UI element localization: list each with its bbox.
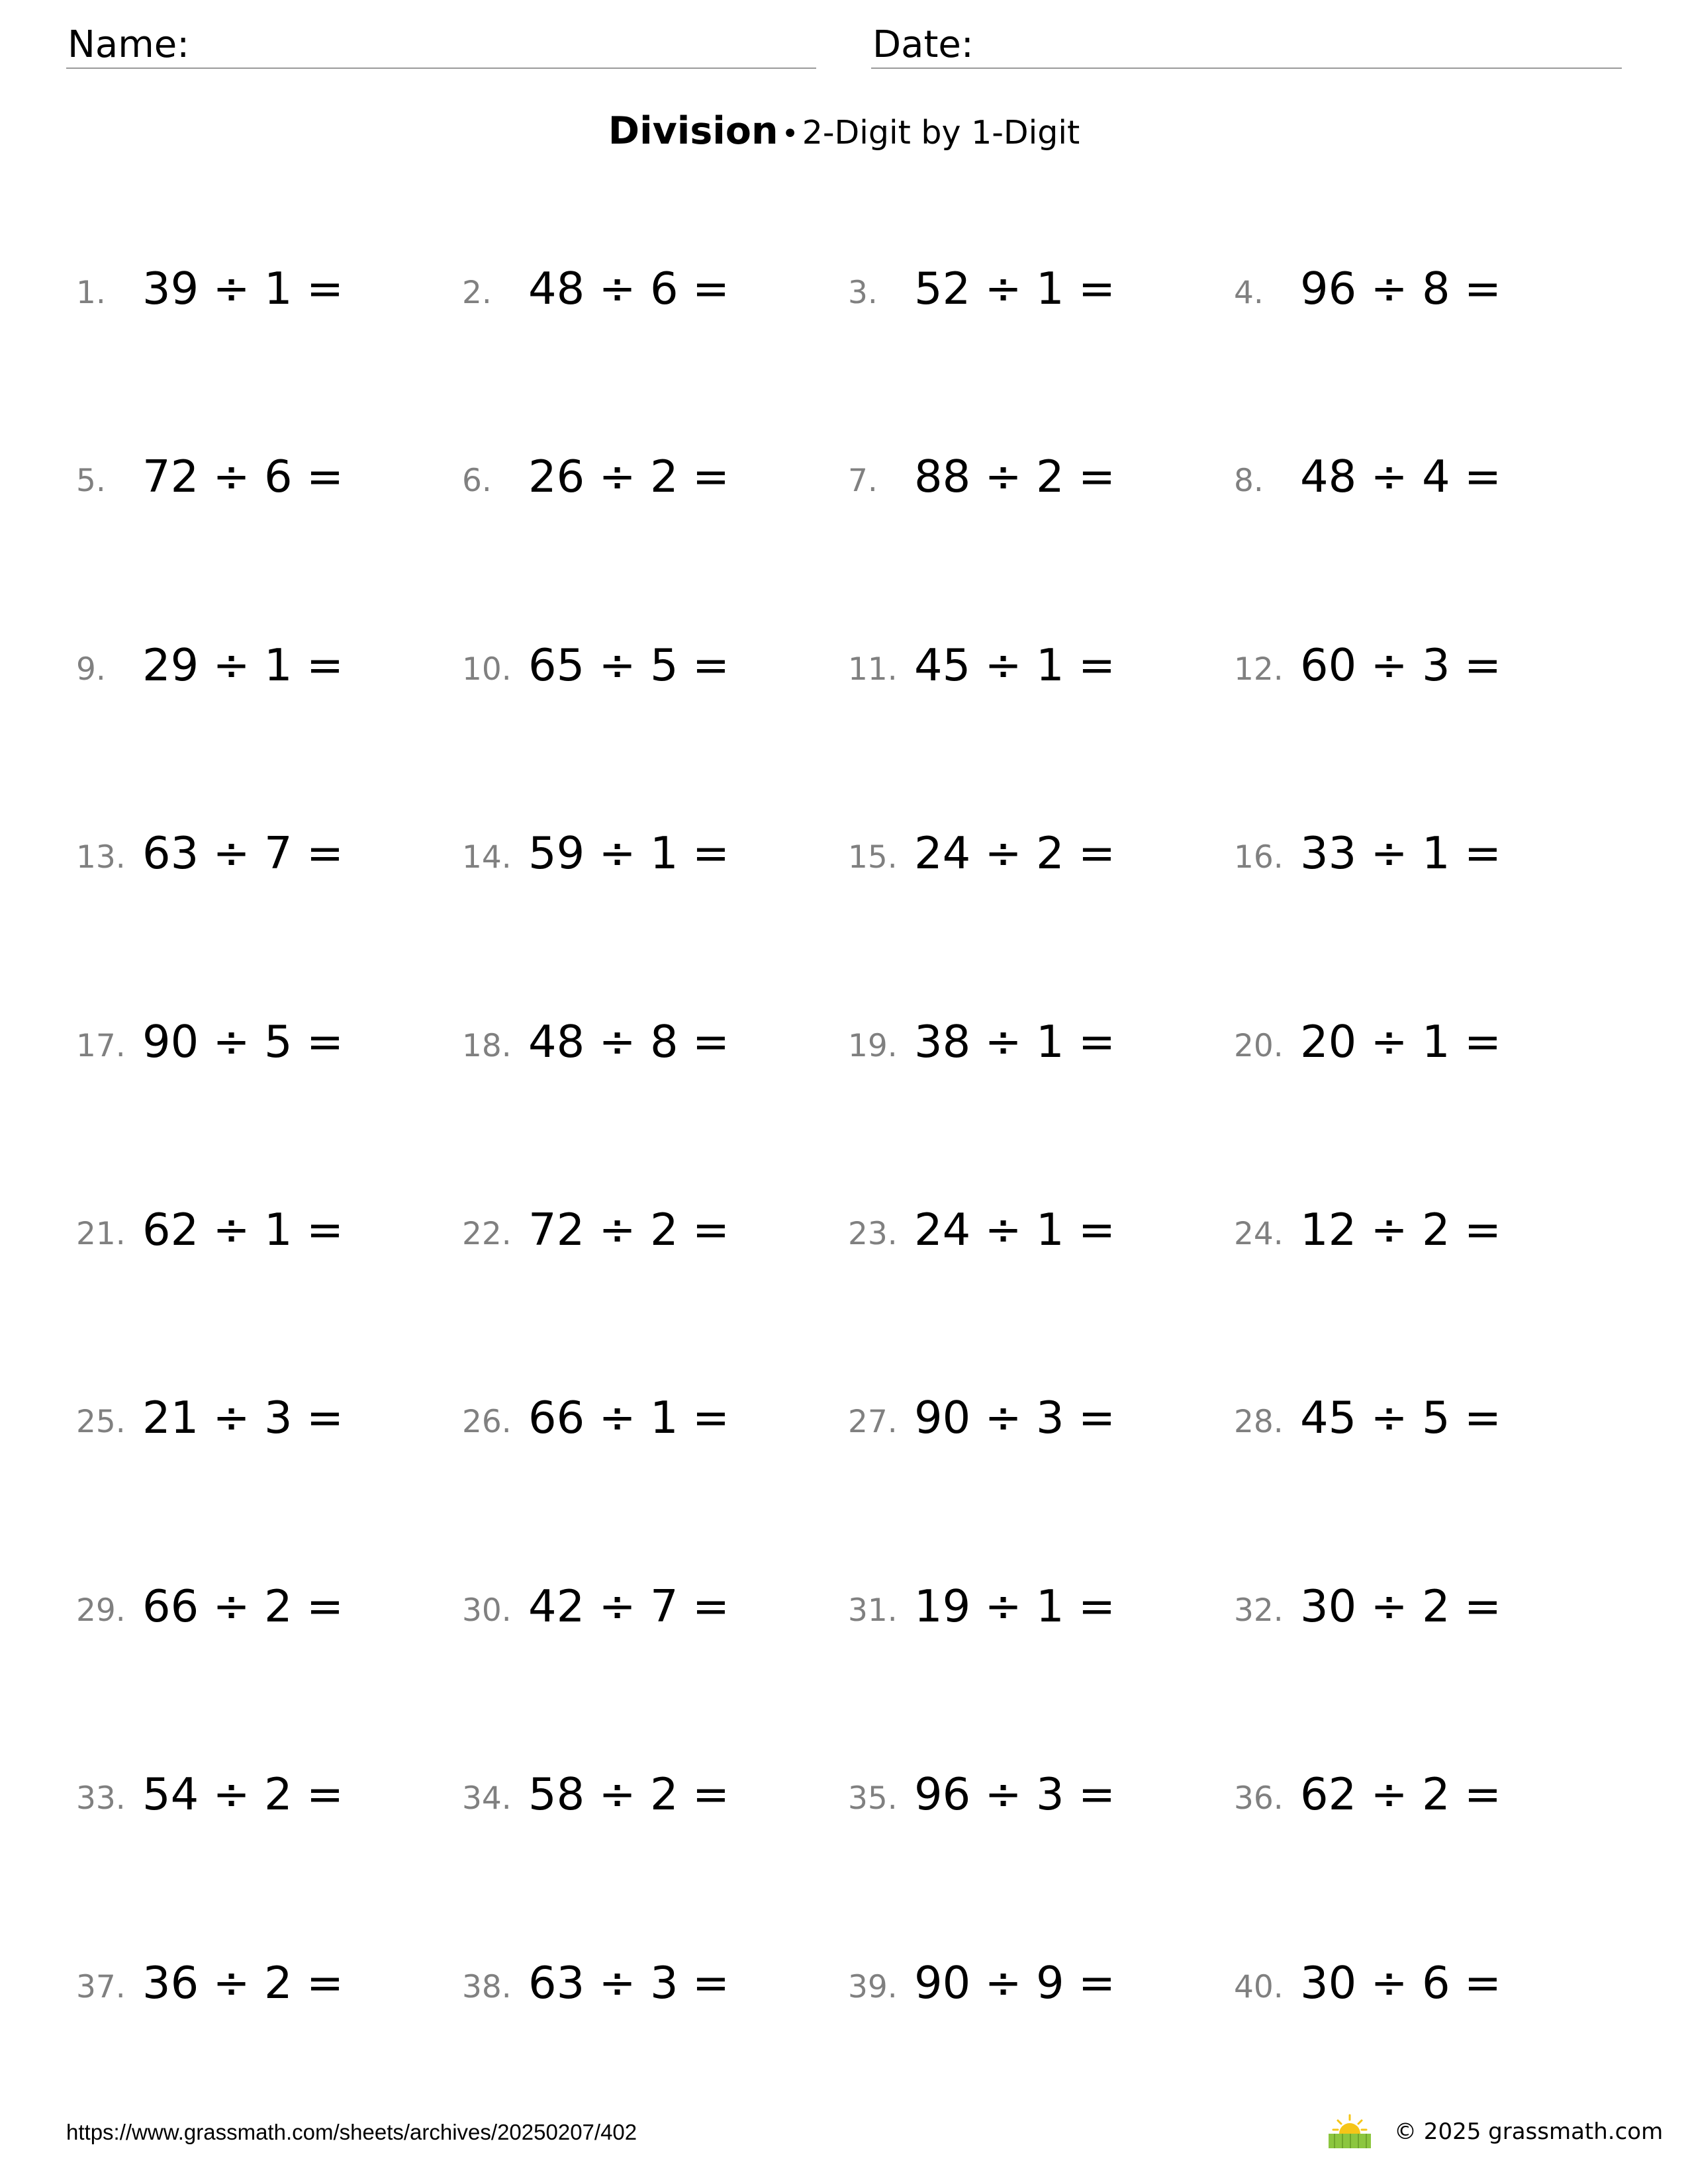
problem-number: 8.	[1234, 463, 1264, 499]
problem-expression: 96 ÷ 3 =	[914, 1768, 1116, 1820]
problem-number: 40.	[1234, 1969, 1284, 2005]
problem-expression: 62 ÷ 2 =	[1300, 1768, 1502, 1820]
problem-expression: 30 ÷ 2 =	[1300, 1580, 1502, 1632]
footer-url: https://www.grassmath.com/sheets/archives/20250207/402	[66, 2120, 637, 2144]
title-separator: •	[781, 117, 799, 151]
problem-expression: 48 ÷ 4 =	[1300, 451, 1502, 502]
problem-number: 28.	[1234, 1404, 1284, 1440]
problem-expression: 20 ÷ 1 =	[1300, 1016, 1502, 1068]
problem-number: 2.	[462, 275, 492, 311]
problem-expression: 90 ÷ 3 =	[914, 1392, 1116, 1443]
problem-number: 11.	[848, 651, 898, 688]
problem-number: 9.	[76, 651, 106, 688]
problem-expression: 12 ÷ 2 =	[1300, 1204, 1502, 1255]
problem-expression: 39 ÷ 1 =	[142, 263, 344, 314]
problem-number: 23.	[848, 1216, 898, 1252]
date-label: Date:	[872, 23, 974, 66]
problem-number: 7.	[848, 463, 878, 499]
problem-expression: 63 ÷ 7 =	[142, 827, 344, 879]
problem-expression: 62 ÷ 1 =	[142, 1204, 344, 1255]
problem-number: 37.	[76, 1969, 126, 2005]
problem-expression: 45 ÷ 5 =	[1300, 1392, 1502, 1443]
problem-expression: 48 ÷ 6 =	[528, 263, 730, 314]
problem-expression: 38 ÷ 1 =	[914, 1016, 1116, 1068]
problem-number: 10.	[462, 651, 512, 688]
problem-number: 33.	[76, 1780, 126, 1817]
problem-expression: 54 ÷ 2 =	[142, 1768, 344, 1820]
problem-number: 3.	[848, 275, 878, 311]
problem-expression: 42 ÷ 7 =	[528, 1580, 730, 1632]
problem-number: 16.	[1234, 839, 1284, 876]
problem-number: 25.	[76, 1404, 126, 1440]
problem-expression: 66 ÷ 2 =	[142, 1580, 344, 1632]
problem-expression: 30 ÷ 6 =	[1300, 1957, 1502, 2009]
problem-expression: 24 ÷ 1 =	[914, 1204, 1116, 1255]
problem-number: 20.	[1234, 1028, 1284, 1064]
problem-number: 6.	[462, 463, 492, 499]
problem-number: 5.	[76, 463, 106, 499]
problem-number: 24.	[1234, 1216, 1284, 1252]
footer-copyright: © 2025 grassmath.com	[1394, 2118, 1664, 2145]
problem-expression: 58 ÷ 2 =	[528, 1768, 730, 1820]
problem-number: 17.	[76, 1028, 126, 1064]
problem-expression: 90 ÷ 5 =	[142, 1016, 344, 1068]
problem-number: 35.	[848, 1780, 898, 1817]
problem-expression: 21 ÷ 3 =	[142, 1392, 344, 1443]
problem-number: 29.	[76, 1592, 126, 1629]
problem-number: 32.	[1234, 1592, 1284, 1629]
problem-number: 27.	[848, 1404, 898, 1440]
title-main: Division	[608, 109, 778, 153]
problem-expression: 90 ÷ 9 =	[914, 1957, 1116, 2009]
problem-number: 14.	[462, 839, 512, 876]
title-subtitle: 2-Digit by 1-Digit	[802, 114, 1080, 152]
problem-expression: 29 ÷ 1 =	[142, 639, 344, 691]
problem-number: 39.	[848, 1969, 898, 2005]
problem-number: 26.	[462, 1404, 512, 1440]
problem-number: 38.	[462, 1969, 512, 2005]
problem-expression: 96 ÷ 8 =	[1300, 263, 1502, 314]
problem-expression: 72 ÷ 6 =	[142, 451, 344, 502]
problem-expression: 72 ÷ 2 =	[528, 1204, 730, 1255]
problem-number: 31.	[848, 1592, 898, 1629]
problem-expression: 66 ÷ 1 =	[528, 1392, 730, 1443]
problem-number: 34.	[462, 1780, 512, 1817]
problem-expression: 48 ÷ 8 =	[528, 1016, 730, 1068]
problem-number: 36.	[1234, 1780, 1284, 1817]
problem-expression: 65 ÷ 5 =	[528, 639, 730, 691]
problem-number: 1.	[76, 275, 106, 311]
problem-number: 22.	[462, 1216, 512, 1252]
problem-expression: 60 ÷ 3 =	[1300, 639, 1502, 691]
problem-number: 15.	[848, 839, 898, 876]
sun-over-grass-icon	[1327, 2113, 1373, 2150]
name-label: Name:	[68, 23, 190, 66]
problem-expression: 24 ÷ 2 =	[914, 827, 1116, 879]
problem-number: 4.	[1234, 275, 1264, 311]
problem-expression: 19 ÷ 1 =	[914, 1580, 1116, 1632]
problem-expression: 63 ÷ 3 =	[528, 1957, 730, 2009]
problem-number: 30.	[462, 1592, 512, 1629]
problem-number: 19.	[848, 1028, 898, 1064]
problem-expression: 52 ÷ 1 =	[914, 263, 1116, 314]
problem-number: 13.	[76, 839, 126, 876]
problem-expression: 36 ÷ 2 =	[142, 1957, 344, 2009]
problem-expression: 26 ÷ 2 =	[528, 451, 730, 502]
problem-expression: 45 ÷ 1 =	[914, 639, 1116, 691]
problem-expression: 88 ÷ 2 =	[914, 451, 1116, 502]
problem-number: 21.	[76, 1216, 126, 1252]
problem-number: 18.	[462, 1028, 512, 1064]
problem-expression: 59 ÷ 1 =	[528, 827, 730, 879]
problem-number: 12.	[1234, 651, 1284, 688]
problem-expression: 33 ÷ 1 =	[1300, 827, 1502, 879]
